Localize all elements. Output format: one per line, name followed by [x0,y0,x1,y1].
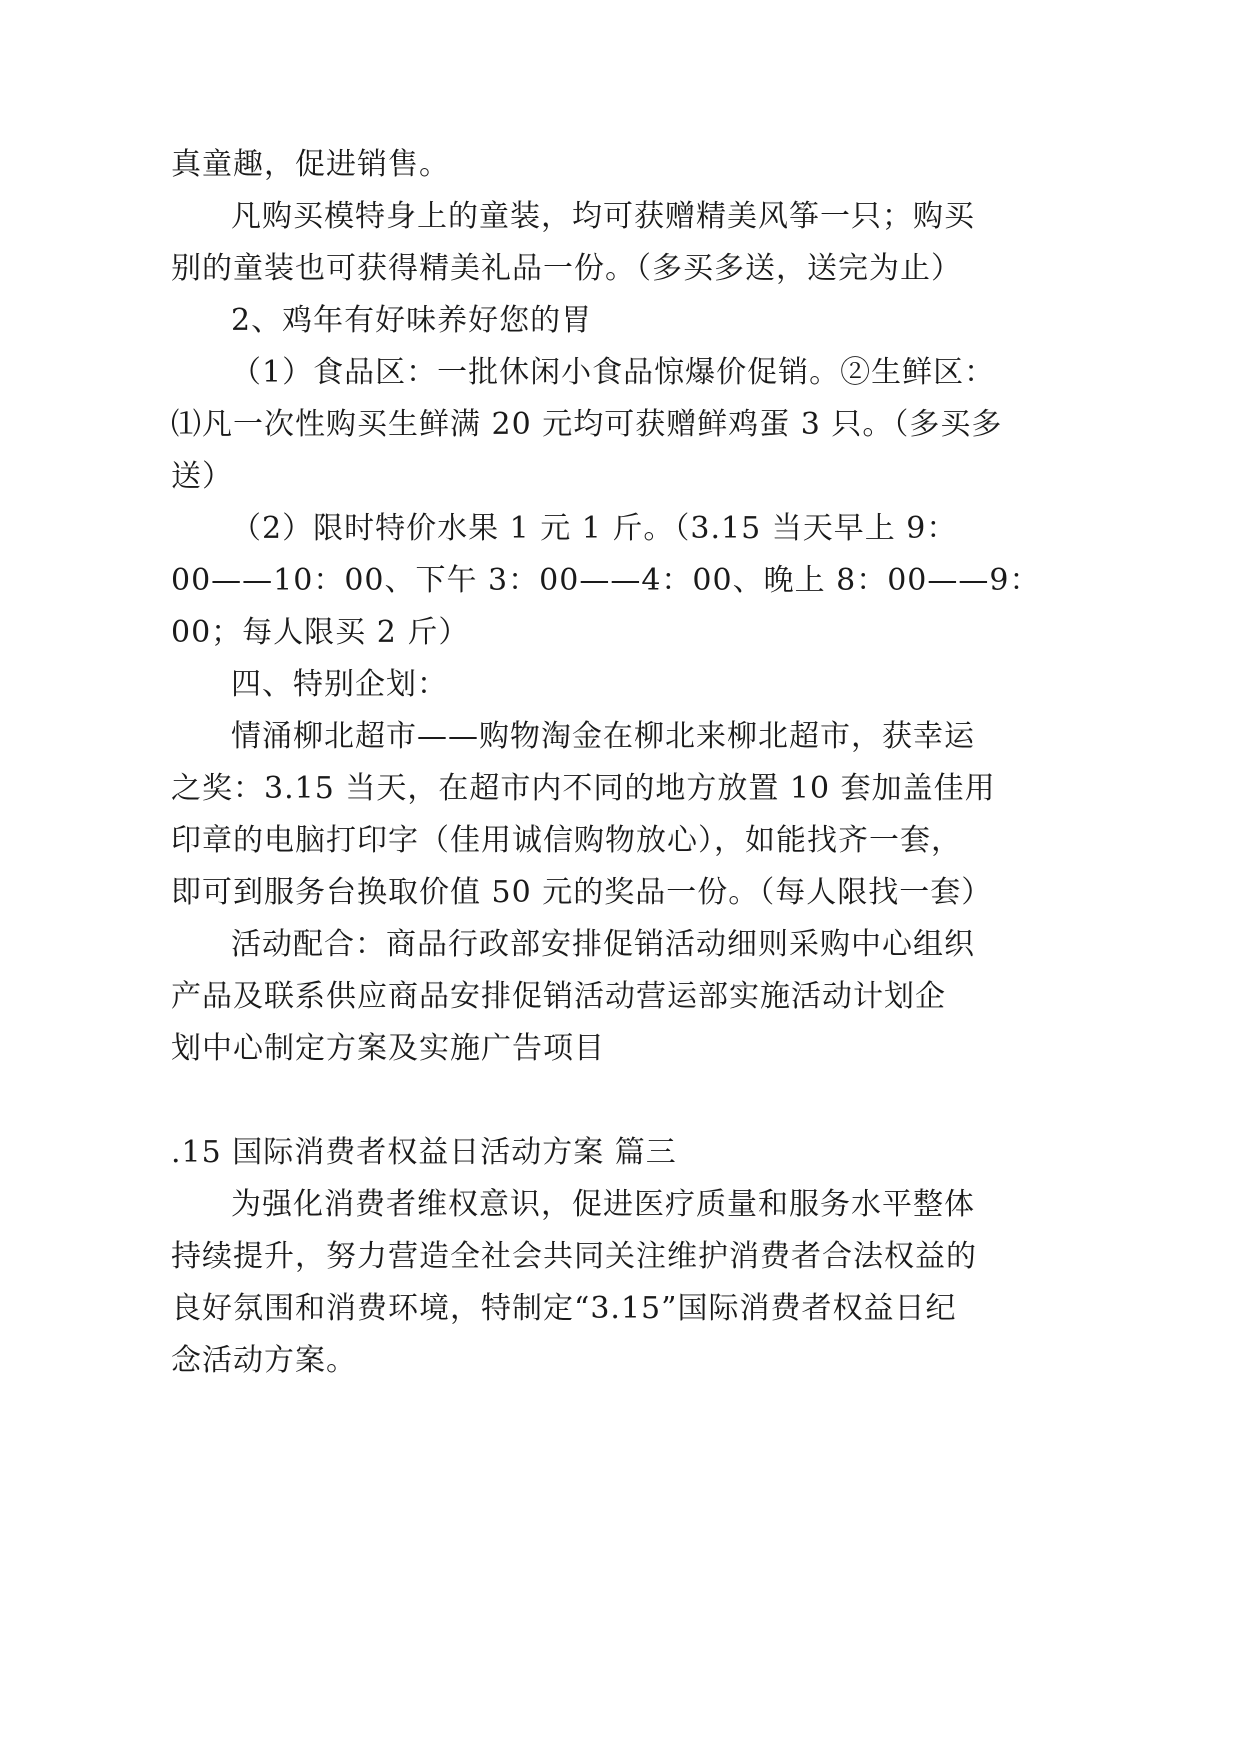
text-line-content: 00——10：00、下午 3：00——4：00、晚上 8：00——9： [171,563,1041,598]
text-line-content: 真童趣，促进销售。 [171,147,450,182]
text-line-content: 持续提升，努力营造全社会共同关注维护消费者合法权益的 [171,1239,977,1274]
text-line-content: 印章的电脑打印字（佳用诚信购物放心），如能找齐一套， [171,823,962,858]
text-line-content: 划中心制定方案及实施广告项目 [171,1031,605,1066]
text-line-content: 即可到服务台换取价值 50 元的奖品一份。（每人限找一套） [171,875,993,910]
text-line-content: ⑴凡一次性购买生鲜满 20 元均可获赠鲜鸡蛋 3 只。（多买多 [171,407,1003,442]
text-line-content: 情涌柳北超市——购物淘金在柳北来柳北超市，获幸运 [231,719,975,754]
text-line-content: （1）食品区：一批休闲小食品惊爆价促销。②生鲜区： [231,355,996,390]
text-line-content: 念活动方案。 [171,1343,357,1378]
text-line-content: 送） [171,459,233,494]
text-line-content: 为强化消费者维权意识，促进医疗质量和服务水平整体 [231,1187,975,1222]
text-line-content: 活动配合：商品行政部安排促销活动细则采购中心组织 [231,927,975,962]
text-line-content: 良好氛围和消费环境，特制定“3.15”国际消费者权益日纪 [171,1291,957,1326]
text-line-content: 2、鸡年有好味养好您的胃 [231,303,593,338]
text-line-content: 产品及联系供应商品安排促销活动营运部实施活动计划企 [171,979,946,1014]
text-line-content: 之奖：3.15 当天，在超市内不同的地方放置 10 套加盖佳用 [171,771,996,806]
text-line-content: 00；每人限买 2 斤） [171,615,470,650]
text-line-content: 四、特别企划： [231,667,448,702]
text-line-content: 别的童装也可获得精美礼品一份。（多买多送，送完为止） [171,251,962,286]
section-heading-text: .15 国际消费者权益日活动方案 篇三 [171,1135,677,1170]
text-line-content: （2）限时特价水果 1 元 1 斤。（3.15 当天早上 9： [231,511,958,546]
text-line-content: 凡购买模特身上的童装，均可获赠精美风筝一只；购买 [231,199,975,234]
